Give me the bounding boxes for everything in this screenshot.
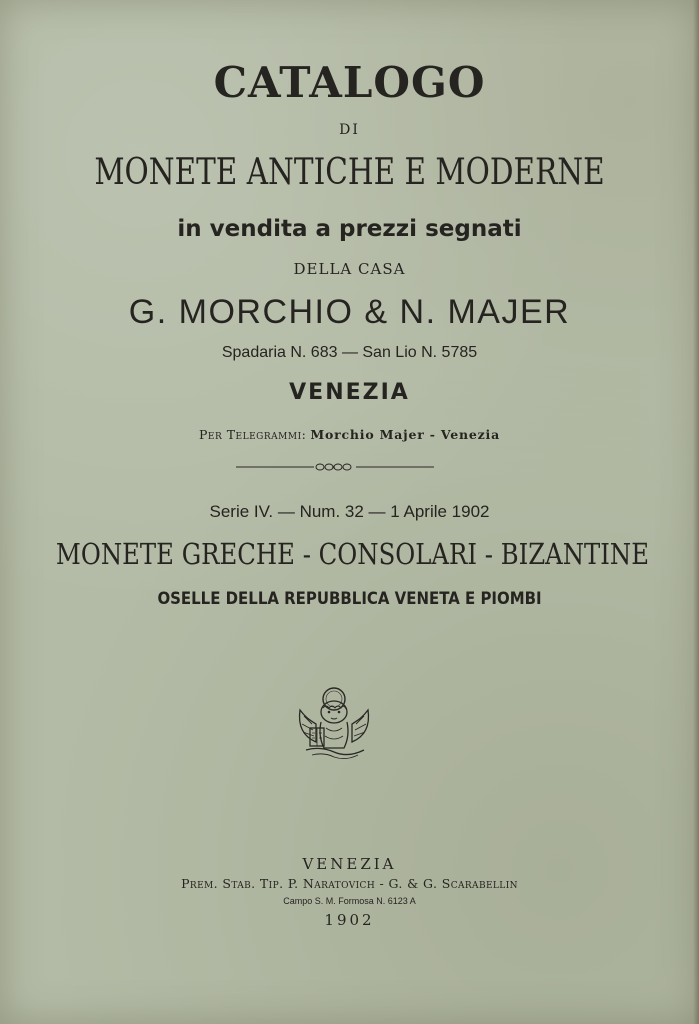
imprint-year: 1902 — [324, 911, 375, 929]
telegram-line — [0, 427, 699, 442]
telegram-label: Per Telegrammi: — [198, 427, 307, 442]
sale-note: in vendita a prezzi segnati — [177, 216, 522, 242]
catalog-title: CATALOGO — [213, 58, 486, 107]
firm-city: VENEZIA — [289, 380, 410, 405]
ornamental-divider-icon — [236, 459, 434, 475]
telegram-address: Morchio Majer - Venezia — [310, 427, 501, 442]
firm-name: G. MORCHIO & N. MAJER — [128, 293, 571, 331]
title-preposition: DI — [339, 122, 360, 138]
catalog-subtitle: MONETE ANTICHE E MODERNE — [94, 152, 605, 193]
lion-of-st-mark-icon — [294, 684, 374, 762]
contents-main: MONETE GRECHE - CONSOLARI - BIZANTINE — [55, 537, 650, 571]
house-label: DELLA CASA — [293, 260, 406, 278]
contents-sub: OSELLE DELLA REPUBBLICA VENETA E PIOMBI — [157, 589, 542, 609]
imprint-address: Campo S. M. Formosa N. 6123 A — [283, 896, 416, 906]
imprint-printer: Prem. Stab. Tip. P. Naratovich - G. & G. Scarabellin — [181, 876, 518, 891]
firm-address: Spadaria N. 683 — San Lio N. 5785 — [221, 344, 478, 361]
series-number-date: Serie IV. — Num. 32 — 1 Aprile 1902 — [209, 502, 490, 521]
imprint-city: VENEZIA — [302, 855, 397, 873]
